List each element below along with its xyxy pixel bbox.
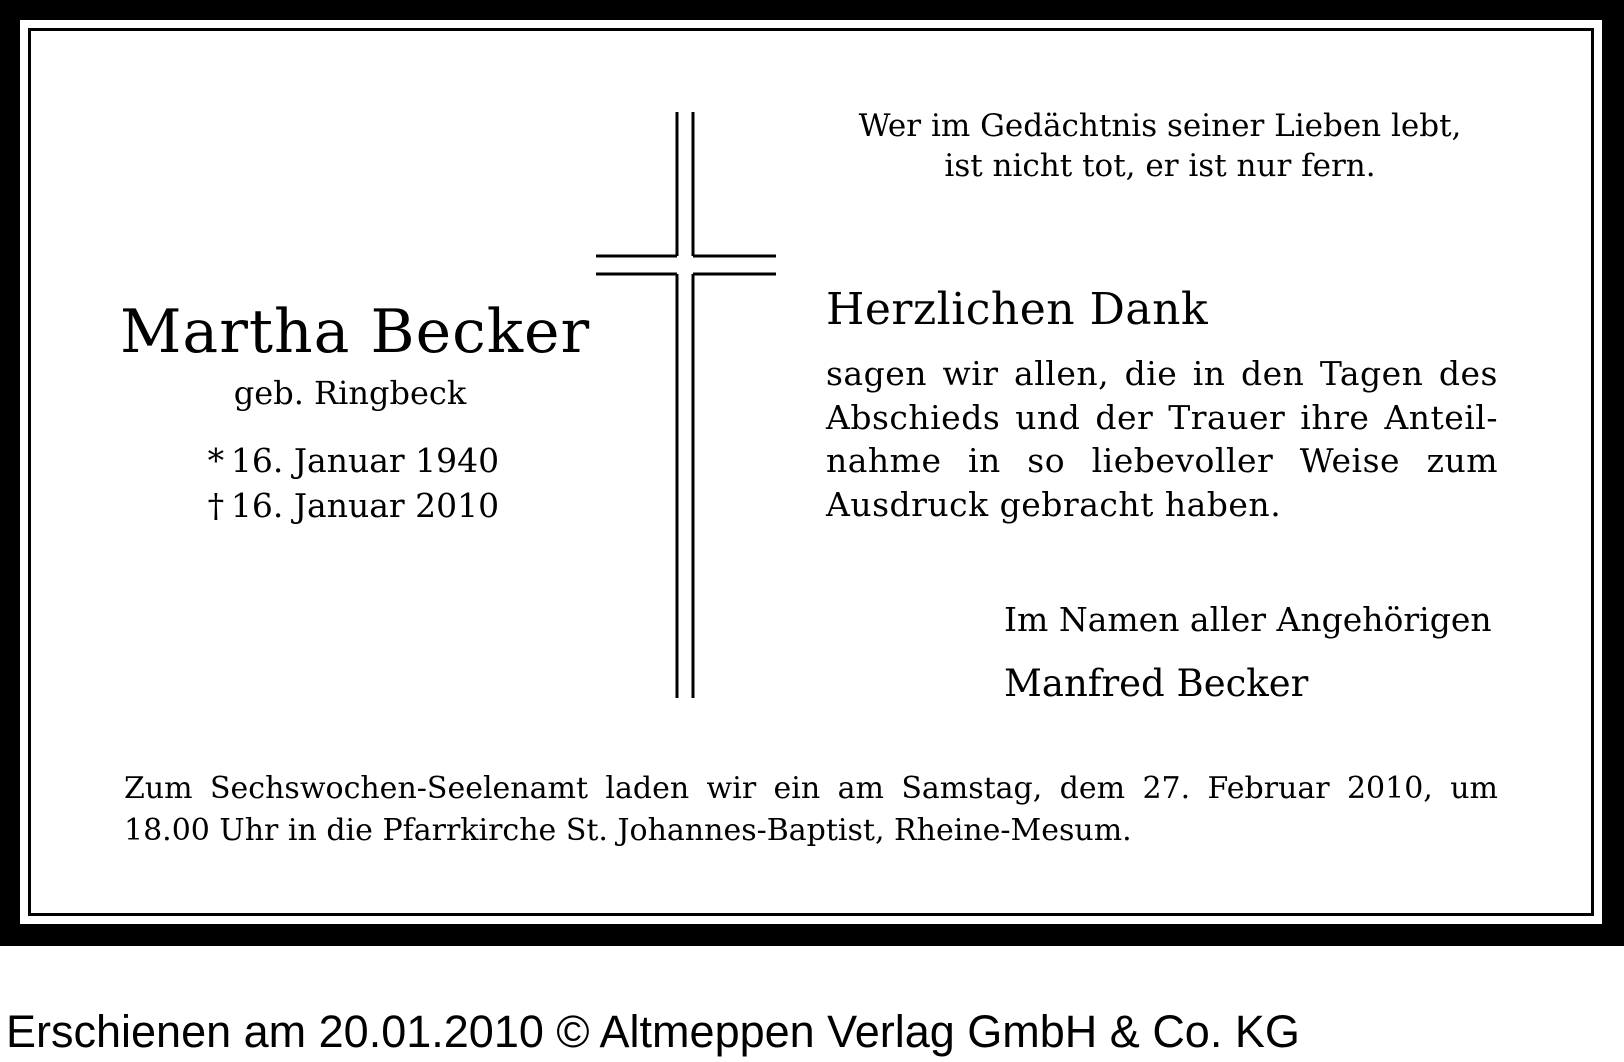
signer-name: Manfred Becker: [1004, 662, 1309, 705]
service-notice: [124, 768, 1498, 852]
thanks-line-3: nahme in so liebevoller Weise zum: [826, 441, 1498, 480]
service-notice-line-2: 18.00 Uhr in die Pfarrkirche St. Johannes-Baptist, Rheine-Mesum.: [124, 813, 1132, 848]
birth-symbol: *: [207, 441, 225, 480]
death-symbol: †: [207, 486, 225, 525]
deceased-name: Martha Becker: [120, 297, 591, 367]
publication-footer: Erschienen am 20.01.2010 © Altmeppen Verlag GmbH & Co. KG: [6, 1006, 1300, 1057]
life-dates: [120, 438, 580, 528]
cross-icon: [596, 110, 780, 700]
death-date-row: [120, 483, 580, 528]
thanks-text: [826, 352, 1498, 526]
thanks-heading: Herzlichen Dank: [826, 284, 1209, 335]
thanks-line-2: Abschieds und der Trauer ihre Anteil-: [826, 397, 1498, 437]
birth-date-row: [120, 438, 580, 483]
birth-date: 16. Januar 1940: [230, 441, 500, 480]
maiden-name: geb. Ringbeck: [233, 374, 467, 412]
thanks-line-1: sagen wir allen, die in den Tagen des: [826, 354, 1498, 393]
thanks-line-4: Ausdruck gebracht haben.: [826, 484, 1282, 524]
closing-phrase: Im Namen aller Angehörigen: [1004, 600, 1492, 639]
motto-quote: [840, 106, 1480, 186]
service-notice-line-1: Zum Sechswochen-Seelenamt laden wir ein am Samstag, dem 27. Februar 2010, um: [124, 771, 1498, 806]
motto-line-2: ist nicht tot, er ist nur fern.: [944, 148, 1376, 184]
motto-line-1: Wer im Gedächtnis seiner Lieben lebt,: [858, 108, 1462, 144]
death-date: 16. Januar 2010: [230, 486, 500, 525]
